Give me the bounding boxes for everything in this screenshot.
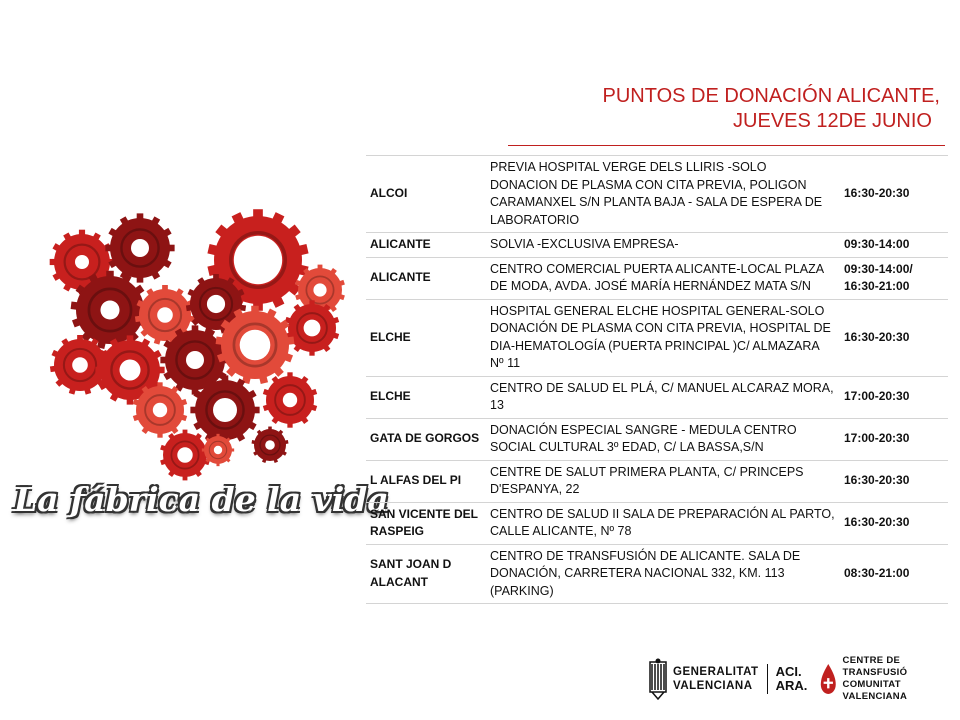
- transfusion-logo-icon: [818, 661, 839, 697]
- ara-line: ARA.: [775, 678, 808, 693]
- donation-points-table: [366, 155, 948, 604]
- ctcv-line-2: COMUNITAT VALENCIANA: [842, 679, 908, 702]
- ctcv-line-1: CENTRE DE TRANSFUSIÓ: [842, 655, 908, 678]
- table-row: [366, 299, 948, 376]
- table-row: [366, 418, 948, 460]
- generalitat-logo: [649, 656, 807, 702]
- generalitat-line-2: VALENCIANA: [673, 680, 753, 692]
- slogan: La fábrica de la vida: [14, 480, 389, 519]
- title-divider: [508, 145, 945, 146]
- place-cell: DONACIÓN ESPECIAL SANGRE - MEDULA CENTRO SOCIAL CULTURAL 3º EDAD, C/ LA BASSA,S/N: [486, 418, 840, 460]
- hours-cell: 16:30-20:30: [840, 299, 948, 376]
- gear-icon: [202, 434, 234, 466]
- gear-icon: [252, 427, 289, 463]
- place-cell: CENTRO DE SALUD II SALA DE PREPARACIÓN AL PARTO, CALLE ALICANTE, Nº 78: [486, 502, 840, 544]
- hours-cell: 09:30-14:00: [840, 233, 948, 258]
- gear-icon: [263, 372, 317, 427]
- table-row: [366, 460, 948, 502]
- place-cell: SOLVIA -EXCLUSIVA EMPRESA-: [486, 233, 840, 258]
- table-row: [366, 156, 948, 233]
- table-row: [366, 376, 948, 418]
- page-title: [603, 84, 940, 134]
- hours-cell: 17:00-20:30: [840, 418, 948, 460]
- ctcv-logo: [818, 656, 960, 702]
- city-cell: ALICANTE: [366, 233, 486, 258]
- city-cell: SANT JOAN D ALACANT: [366, 544, 486, 604]
- table-row: [366, 257, 948, 299]
- hours-cell: 16:30-20:30: [840, 460, 948, 502]
- logo-separator: [767, 664, 768, 694]
- place-cell: CENTRO COMERCIAL PUERTA ALICANTE-LOCAL PLAZA DE MODA, AVDA. JOSÉ MARÍA HERNÁNDEZ MATA S/N: [486, 257, 840, 299]
- aci-ara-logo: [776, 665, 808, 693]
- city-cell: ELCHE: [366, 299, 486, 376]
- city-cell: ALCOI: [366, 156, 486, 233]
- table-row: [366, 502, 948, 544]
- gears-heart-icon: [20, 200, 360, 490]
- city-cell: GATA DE GORGOS: [366, 418, 486, 460]
- place-cell: CENTRO DE TRANSFUSIÓN DE ALICANTE. SALA DE DONACIÓN, CARRETERA NACIONAL 332, KM. 113 (PARKING): [486, 544, 840, 604]
- hours-cell: 17:00-20:30: [840, 376, 948, 418]
- hours-cell: 08:30-21:00: [840, 544, 948, 604]
- city-cell: L ALFAS DEL PI: [366, 460, 486, 502]
- hours-cell: 16:30-20:30: [840, 502, 948, 544]
- city-cell: ELCHE: [366, 376, 486, 418]
- place-cell: CENTRE DE SALUT PRIMERA PLANTA, C/ PRINCEPS D'ESPANYA, 22: [486, 460, 840, 502]
- generalitat-shield-icon: [649, 658, 667, 700]
- gear-icon: [160, 430, 210, 481]
- title-line-2: JUEVES 12DE JUNIO: [733, 110, 932, 132]
- city-cell: SAN VICENTE DEL RASPEIG: [366, 502, 486, 544]
- aci-line: ACI.: [775, 664, 802, 679]
- gear-icon: [105, 213, 174, 282]
- hours-cell: 09:30-14:00/ 16:30-21:00: [840, 257, 948, 299]
- city-cell: ALICANTE: [366, 257, 486, 299]
- table-row: [366, 233, 948, 258]
- hours-cell: 16:30-20:30: [840, 156, 948, 233]
- place-cell: HOSPITAL GENERAL ELCHE HOSPITAL GENERAL-SOLO DONACIÓN DE PLASMA CON CITA PREVIA, HOSPITAL DE DIA-HEMATOLOGÍA (PUERTA PRINCIPAL )C/ ALMAZARA Nº 11: [486, 299, 840, 376]
- title-line-1: PUNTOS DE DONACIÓN ALICANTE,: [602, 85, 940, 107]
- generalitat-line-1: GENERALITAT: [673, 666, 759, 678]
- place-cell: CENTRO DE SALUD EL PLÁ, C/ MANUEL ALCARAZ MORA, 13: [486, 376, 840, 418]
- place-cell: PREVIA HOSPITAL VERGE DELS LLIRIS -SOLO DONACION DE PLASMA CON CITA PREVIA, POLIGON CARAMANXEL S/N PLANTA BAJA - SALA DE ESPERA DE LABORATORIO: [486, 156, 840, 233]
- table-row: [366, 544, 948, 604]
